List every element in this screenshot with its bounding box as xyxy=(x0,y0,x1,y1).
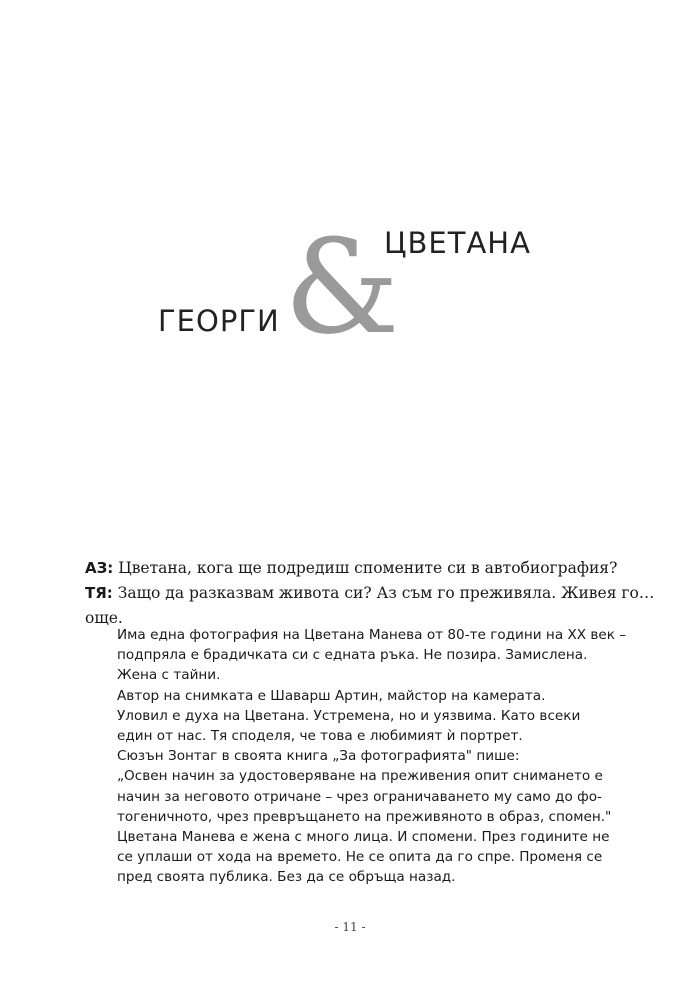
dialog-line xyxy=(85,556,675,581)
prose-line: Има една фотография на Цветана Манева от 80-те години на XX век – xyxy=(117,627,627,643)
prose-line: Автор на снимката е Шаварш Артин, майстор на камерата. xyxy=(117,687,546,704)
page-number: - 11 - xyxy=(334,920,366,934)
title-name-tsvetana: ЦВЕТАНА xyxy=(384,226,531,260)
prose-line: тогеничното, чрез превръщането на преживяното в образ, спомен." xyxy=(117,808,612,825)
prose-line: един от нас. Тя споделя, че това е любимият ѝ портрет. xyxy=(117,728,523,745)
prose-line: Сюзън Зонтаг в своята книга „За фотографията" пише: xyxy=(117,748,520,765)
dialog-speaker: АЗ: xyxy=(85,559,114,577)
prose-line: подпряла е брадичката си с едната ръка. Не позира. Замислена. xyxy=(117,647,588,664)
dialog-text: Защо да разказвам живота си? Аз съм го преживяла. Живея го… още. xyxy=(85,584,655,627)
prose-line: се уплаши от хода на времето. Не се опита да го спре. Променя се xyxy=(117,849,603,866)
dialog-speaker: ТЯ: xyxy=(85,584,113,602)
prose-line: Уловил е духа на Цветана. Устремена, но и уязвима. Като всеки xyxy=(117,707,581,724)
prose-line: „Освен начин за удостоверяване на преживения опит снимането е xyxy=(117,768,603,785)
prose-block xyxy=(117,625,627,888)
prose-line: пред своята публика. Без да се обръща назад. xyxy=(117,869,456,886)
dialog-text: Цветана, кога ще подредиш спомените си в автобиография? xyxy=(113,559,618,577)
dialog-block xyxy=(85,556,675,631)
dialog-line xyxy=(85,581,675,631)
prose-line: Цветана Манева е жена с много лица. И спомени. През годините не xyxy=(117,829,610,846)
prose-line: начин за неговото отричане – чрез ограничаването му само до фо- xyxy=(117,788,602,805)
prose-line: Жена с тайни. xyxy=(117,667,221,684)
title-name-georgi: ГЕОРГИ xyxy=(158,304,280,338)
title-ampersand: & xyxy=(284,211,400,363)
